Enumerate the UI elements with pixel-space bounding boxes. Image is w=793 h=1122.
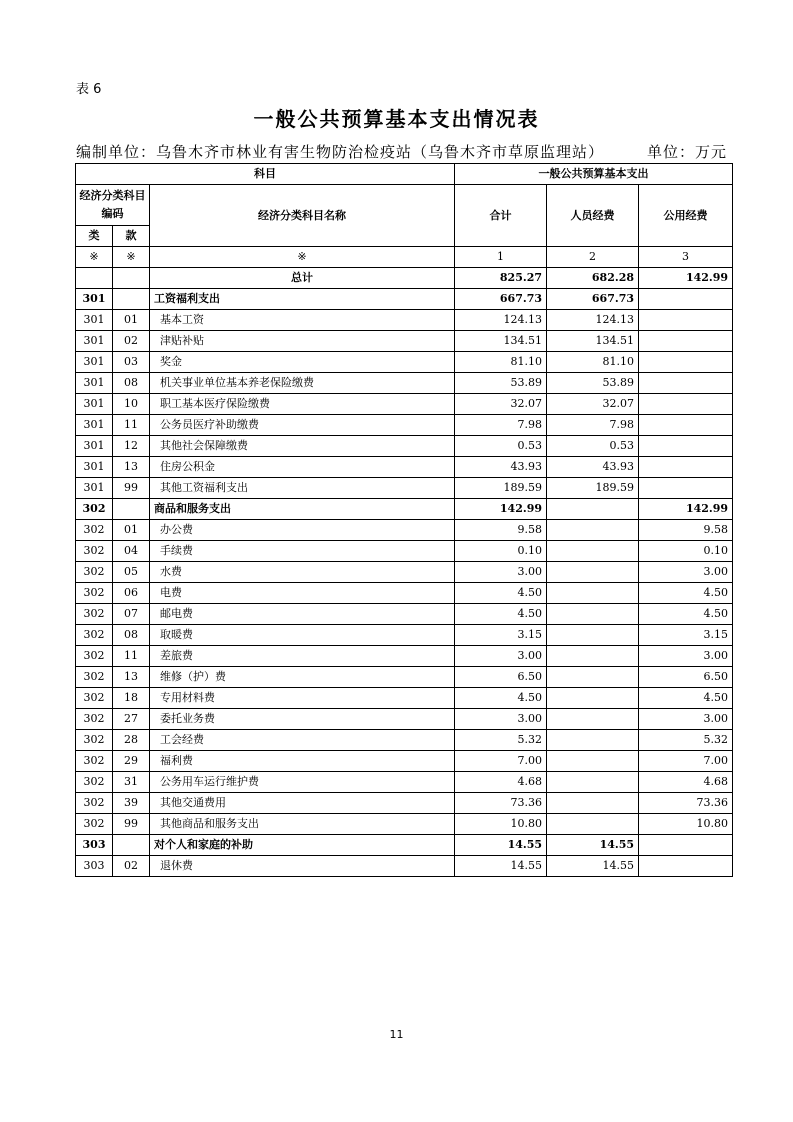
total-row-personnel: 682.28 <box>547 268 639 289</box>
class-header: 类 <box>76 226 113 247</box>
row-total: 81.10 <box>455 352 547 373</box>
item-header: 款 <box>113 226 150 247</box>
row-public: 3.00 <box>639 646 733 667</box>
row-personnel <box>547 814 639 835</box>
public-header: 公用经费 <box>639 185 733 247</box>
row-total: 189.59 <box>455 478 547 499</box>
organization-label: 编制单位：乌鲁木齐市林业有害生物防治检疫站（乌鲁木齐市草原监理站） <box>76 143 605 161</box>
row-name: 公务用车运行维护费 <box>150 772 455 793</box>
row-name: 差旅费 <box>150 646 455 667</box>
row-class-code: 301 <box>76 289 113 310</box>
row-total: 14.55 <box>455 856 547 877</box>
table-row <box>76 814 733 835</box>
row-name: 工资福利支出 <box>150 289 455 310</box>
row-item-code: 03 <box>113 352 150 373</box>
row-total: 32.07 <box>455 394 547 415</box>
row-class-code: 301 <box>76 415 113 436</box>
row-personnel: 32.07 <box>547 394 639 415</box>
unit-line <box>76 141 731 161</box>
row-public <box>639 331 733 352</box>
row-public: 4.50 <box>639 688 733 709</box>
row-item-code: 31 <box>113 772 150 793</box>
row-public <box>639 352 733 373</box>
row-class-code: 301 <box>76 394 113 415</box>
row-public: 9.58 <box>639 520 733 541</box>
row-personnel <box>547 625 639 646</box>
row-class-code: 301 <box>76 478 113 499</box>
row-name: 办公费 <box>150 520 455 541</box>
row-name: 水费 <box>150 562 455 583</box>
row-class-code: 302 <box>76 583 113 604</box>
row-item-code: 99 <box>113 478 150 499</box>
row-personnel: 43.93 <box>547 457 639 478</box>
row-name: 专用材料费 <box>150 688 455 709</box>
row-public <box>639 478 733 499</box>
row-item-code <box>113 835 150 856</box>
row-public <box>639 310 733 331</box>
row-item-code: 28 <box>113 730 150 751</box>
table-row <box>76 604 733 625</box>
row-total: 142.99 <box>455 499 547 520</box>
row-class-code: 303 <box>76 835 113 856</box>
row-personnel: 667.73 <box>547 289 639 310</box>
total-row-public: 142.99 <box>639 268 733 289</box>
row-name: 工会经费 <box>150 730 455 751</box>
row-total: 134.51 <box>455 331 547 352</box>
row-name: 其他交通费用 <box>150 793 455 814</box>
total-row <box>76 268 733 289</box>
row-total: 0.53 <box>455 436 547 457</box>
row-class-code: 302 <box>76 667 113 688</box>
row-total: 667.73 <box>455 289 547 310</box>
table-row <box>76 625 733 646</box>
category-row <box>76 289 733 310</box>
table-row <box>76 583 733 604</box>
table-row <box>76 394 733 415</box>
row-item-code: 11 <box>113 415 150 436</box>
row-public: 7.00 <box>639 751 733 772</box>
page-number: 11 <box>389 1028 404 1041</box>
row-item-code: 05 <box>113 562 150 583</box>
row-class-code: 302 <box>76 688 113 709</box>
row-personnel: 124.13 <box>547 310 639 331</box>
table-row <box>76 709 733 730</box>
table-row <box>76 331 733 352</box>
row-total: 4.50 <box>455 583 547 604</box>
row-name: 机关事业单位基本养老保险缴费 <box>150 373 455 394</box>
row-class-code: 302 <box>76 541 113 562</box>
row-name: 住房公积金 <box>150 457 455 478</box>
row-class-code: 302 <box>76 814 113 835</box>
row-public <box>639 415 733 436</box>
row-personnel <box>547 667 639 688</box>
header-row-index <box>76 247 733 268</box>
row-item-code: 07 <box>113 604 150 625</box>
row-item-code: 01 <box>113 310 150 331</box>
row-personnel: 14.55 <box>547 835 639 856</box>
row-public: 6.50 <box>639 667 733 688</box>
table-row <box>76 310 733 331</box>
total-row-item <box>113 268 150 289</box>
row-personnel <box>547 646 639 667</box>
row-total: 5.32 <box>455 730 547 751</box>
row-total: 3.15 <box>455 625 547 646</box>
total-row-class <box>76 268 113 289</box>
table-row <box>76 541 733 562</box>
row-total: 0.10 <box>455 541 547 562</box>
table-row <box>76 478 733 499</box>
row-total: 3.00 <box>455 562 547 583</box>
row-class-code: 301 <box>76 373 113 394</box>
row-personnel <box>547 499 639 520</box>
row-item-code: 12 <box>113 436 150 457</box>
index-col-1: 1 <box>455 247 547 268</box>
row-total: 4.50 <box>455 604 547 625</box>
row-class-code: 302 <box>76 730 113 751</box>
row-name: 对个人和家庭的补助 <box>150 835 455 856</box>
row-public: 4.50 <box>639 604 733 625</box>
subject-header: 科目 <box>76 164 455 185</box>
row-public: 0.10 <box>639 541 733 562</box>
row-public <box>639 457 733 478</box>
header-row-1 <box>76 164 733 185</box>
table-row <box>76 646 733 667</box>
row-public: 3.00 <box>639 709 733 730</box>
index-mark-name: ※ <box>150 247 455 268</box>
row-total: 3.00 <box>455 709 547 730</box>
row-public <box>639 856 733 877</box>
row-public <box>639 373 733 394</box>
table-header <box>76 164 733 268</box>
row-personnel <box>547 793 639 814</box>
table-row <box>76 373 733 394</box>
row-personnel <box>547 604 639 625</box>
row-name: 委托业务费 <box>150 709 455 730</box>
row-name: 福利费 <box>150 751 455 772</box>
row-class-code: 302 <box>76 646 113 667</box>
row-public <box>639 436 733 457</box>
row-personnel: 134.51 <box>547 331 639 352</box>
budget-group-header: 一般公共预算基本支出 <box>455 164 733 185</box>
table-row <box>76 457 733 478</box>
row-public: 142.99 <box>639 499 733 520</box>
row-class-code: 301 <box>76 436 113 457</box>
row-item-code <box>113 289 150 310</box>
row-total: 6.50 <box>455 667 547 688</box>
row-personnel <box>547 730 639 751</box>
row-personnel <box>547 562 639 583</box>
row-public: 10.80 <box>639 814 733 835</box>
row-name: 津贴补贴 <box>150 331 455 352</box>
table-number-label: 表 6 <box>76 82 102 97</box>
row-public: 3.15 <box>639 625 733 646</box>
row-name: 邮电费 <box>150 604 455 625</box>
row-class-code: 301 <box>76 457 113 478</box>
row-public <box>639 289 733 310</box>
personnel-header: 人员经费 <box>547 185 639 247</box>
row-name: 其他工资福利支出 <box>150 478 455 499</box>
row-name: 维修（护）费 <box>150 667 455 688</box>
row-item-code: 39 <box>113 793 150 814</box>
row-total: 3.00 <box>455 646 547 667</box>
row-public: 4.50 <box>639 583 733 604</box>
row-personnel: 189.59 <box>547 478 639 499</box>
row-personnel: 0.53 <box>547 436 639 457</box>
row-total: 73.36 <box>455 793 547 814</box>
row-name: 公务员医疗补助缴费 <box>150 415 455 436</box>
row-item-code: 01 <box>113 520 150 541</box>
name-header: 经济分类科目名称 <box>150 185 455 247</box>
row-total: 7.98 <box>455 415 547 436</box>
table-row <box>76 520 733 541</box>
row-class-code: 302 <box>76 793 113 814</box>
table-row <box>76 772 733 793</box>
table-row <box>76 667 733 688</box>
row-name: 基本工资 <box>150 310 455 331</box>
row-total: 43.93 <box>455 457 547 478</box>
row-item-code: 08 <box>113 625 150 646</box>
index-mark-item: ※ <box>113 247 150 268</box>
currency-unit-label: 单位：万元 <box>646 143 727 161</box>
budget-table <box>75 163 733 877</box>
row-item-code: 02 <box>113 856 150 877</box>
row-item-code: 08 <box>113 373 150 394</box>
row-item-code: 10 <box>113 394 150 415</box>
row-public: 4.68 <box>639 772 733 793</box>
row-public <box>639 394 733 415</box>
row-item-code: 13 <box>113 667 150 688</box>
row-class-code: 303 <box>76 856 113 877</box>
table-row <box>76 352 733 373</box>
row-personnel: 7.98 <box>547 415 639 436</box>
table-row <box>76 688 733 709</box>
table-row <box>76 793 733 814</box>
row-personnel: 81.10 <box>547 352 639 373</box>
row-class-code: 302 <box>76 709 113 730</box>
row-personnel <box>547 688 639 709</box>
row-name: 职工基本医疗保险缴费 <box>150 394 455 415</box>
row-name: 手续费 <box>150 541 455 562</box>
row-personnel <box>547 709 639 730</box>
row-name: 奖金 <box>150 352 455 373</box>
row-public: 5.32 <box>639 730 733 751</box>
row-personnel: 53.89 <box>547 373 639 394</box>
row-total: 9.58 <box>455 520 547 541</box>
row-item-code: 13 <box>113 457 150 478</box>
header-row-2 <box>76 185 733 226</box>
table-row <box>76 415 733 436</box>
row-class-code: 302 <box>76 562 113 583</box>
index-col-2: 2 <box>547 247 639 268</box>
total-row-label: 总计 <box>150 268 455 289</box>
total-header: 合计 <box>455 185 547 247</box>
row-item-code: 29 <box>113 751 150 772</box>
row-name: 其他商品和服务支出 <box>150 814 455 835</box>
row-total: 124.13 <box>455 310 547 331</box>
row-class-code: 302 <box>76 604 113 625</box>
row-class-code: 302 <box>76 520 113 541</box>
index-mark-class: ※ <box>76 247 113 268</box>
row-item-code: 18 <box>113 688 150 709</box>
row-total: 4.68 <box>455 772 547 793</box>
row-name: 电费 <box>150 583 455 604</box>
row-class-code: 302 <box>76 772 113 793</box>
row-item-code: 04 <box>113 541 150 562</box>
row-class-code: 301 <box>76 352 113 373</box>
row-total: 4.50 <box>455 688 547 709</box>
row-name: 取暖费 <box>150 625 455 646</box>
row-item-code <box>113 499 150 520</box>
row-item-code: 99 <box>113 814 150 835</box>
row-class-code: 302 <box>76 499 113 520</box>
row-item-code: 11 <box>113 646 150 667</box>
row-class-code: 301 <box>76 310 113 331</box>
row-public: 3.00 <box>639 562 733 583</box>
index-col-3: 3 <box>639 247 733 268</box>
table-row <box>76 751 733 772</box>
row-personnel <box>547 583 639 604</box>
category-row <box>76 499 733 520</box>
row-personnel <box>547 541 639 562</box>
row-class-code: 302 <box>76 625 113 646</box>
row-total: 53.89 <box>455 373 547 394</box>
row-personnel: 14.55 <box>547 856 639 877</box>
row-name: 其他社会保障缴费 <box>150 436 455 457</box>
row-class-code: 301 <box>76 331 113 352</box>
row-item-code: 27 <box>113 709 150 730</box>
row-public <box>639 835 733 856</box>
row-item-code: 02 <box>113 331 150 352</box>
row-class-code: 302 <box>76 751 113 772</box>
total-row-total: 825.27 <box>455 268 547 289</box>
row-item-code: 06 <box>113 583 150 604</box>
table-row <box>76 562 733 583</box>
row-total: 10.80 <box>455 814 547 835</box>
document-title: 一般公共预算基本支出情况表 <box>253 107 540 131</box>
row-name: 商品和服务支出 <box>150 499 455 520</box>
table-row <box>76 436 733 457</box>
table-row <box>76 856 733 877</box>
row-name: 退休费 <box>150 856 455 877</box>
code-header: 经济分类科目编码 <box>76 185 150 226</box>
row-total: 7.00 <box>455 751 547 772</box>
table-row <box>76 730 733 751</box>
category-row <box>76 835 733 856</box>
row-personnel <box>547 520 639 541</box>
table-body <box>76 268 733 877</box>
row-personnel <box>547 751 639 772</box>
row-personnel <box>547 772 639 793</box>
row-public: 73.36 <box>639 793 733 814</box>
row-total: 14.55 <box>455 835 547 856</box>
